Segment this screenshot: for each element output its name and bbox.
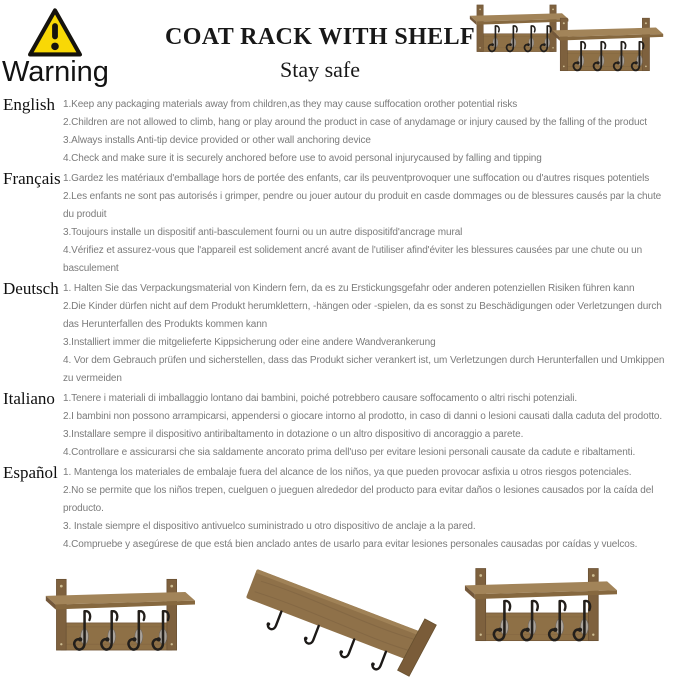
warning-sections (3, 96, 676, 556)
warning-item: 1.Keep any packaging materials away from children,as they may cause suffocation orother potential risks (63, 99, 518, 110)
coat-rack-pair-image (464, 1, 678, 101)
warning-item: 4.Check and make sure it is securely anchored before use to avoid personal injurycaused by falling and tipping (63, 153, 542, 164)
coat-rack-front-image (459, 564, 617, 658)
section-items (63, 464, 673, 554)
language-label: Français (3, 169, 61, 188)
language-label: Italiano (3, 389, 55, 408)
warning-item: 2.No se permite que los niños trepen, cuelguen o jueguen alrededor del producto para evitar daños o lesiones causados por la caída del producto. (63, 485, 654, 514)
warning-item: 4.Compruebe y asegúrese de que está bien anclado antes de usarlo para evitar lesiones personales causadas por caídas y vuelcos. (63, 539, 638, 550)
warning-item: 2.Die Kinder dürfen nicht auf dem Produkt herumklettern, -hängen oder -spielen, da es sonst zu Beschädigungen oder Verletzungen durch das Herunterfallen des Produkts kommen kann (63, 301, 662, 330)
coat-rack-front-image (40, 575, 195, 667)
section-deutsch (3, 280, 676, 388)
warning-item: 2.Children are not allowed to climb, hang or play around the product in case of anydamage or injury caused by the falling of the product (63, 117, 647, 128)
section-items (63, 96, 673, 168)
language-label: English (3, 95, 55, 114)
section-francais (3, 170, 676, 278)
warning-item: 3.Installare sempre il dispositivo antiribaltamento in dotazione o un altro dispositivo di ancoraggio a parete. (63, 429, 524, 440)
title-block (128, 24, 512, 83)
warning-item: 3.Installiert immer die mitgelieferte Kippsicherung oder eine andere Wandverankerung (63, 337, 436, 348)
warning-item: 2.Les enfants ne sont pas autorisés i grimper, pendre ou jouer autour du produit en casde dommages ou de blessures causés par la chute du produit (63, 191, 662, 220)
warning-item: 3. Instale siempre el dispositivo antivuelco suministrado u otro dispositivo de anclaje a la pared. (63, 521, 476, 532)
section-english (3, 96, 676, 168)
warning-triangle-icon (26, 3, 84, 63)
section-espanol (3, 464, 676, 554)
warning-item: 3.Toujours installe un dispositif anti-basculement fourni ou un autre dispositifd'ancrage mural (63, 227, 463, 238)
page-title: COAT RACK WITH SHELF (164, 24, 476, 50)
warning-item: 4. Vor dem Gebrauch prüfen und sicherstellen, dass das Produkt sicher verankert ist, um Verletzungen durch Herunterfallen und Umkippen zu vermeiden (63, 355, 665, 384)
language-label: Deutsch (3, 279, 59, 298)
warning-item: 1.Gardez les matériaux d'emballage hors de portée des enfants, car ils peuventprovoquer une suffocation ou d'autres risques potentiels (63, 173, 650, 184)
warning-item: 3.Always installs Anti-tip device provided or other wall anchoring device (63, 135, 371, 146)
language-label: Español (3, 463, 58, 482)
warning-label: Warning (2, 56, 109, 88)
warning-item: 4.Vérifiez et assurez-vous que l'appareil est solidement ancré avant de l'utiliser afind'éviter les blessures causées par une chute ou un basculement (63, 245, 643, 274)
warning-item: 4.Controllare e assicurarsi che sia saldamente ancorato prima dell'uso per evitare lesioni personali causate da cadute e ribaltamenti. (63, 447, 636, 458)
warning-item: 1. Halten Sie das Verpackungsmaterial von Kindern fern, da es zu Erstickungsgefahr oder anderen potenziellen Risiken führen kann (63, 283, 635, 294)
warning-item: 1.Tenere i materiali di imballaggio lontano dai bambini, poiché potrebbero causare soffocamento o altri rischi potenziali. (63, 393, 578, 404)
section-items (63, 170, 673, 278)
section-items (63, 390, 673, 462)
warning-item: 2.I bambini non possono arrampicarsi, appendersi o giocare intorno al prodotto, in caso di danni o lesioni causati dalla caduta del prodotto. (63, 411, 663, 422)
page-subtitle: Stay safe (279, 57, 361, 82)
section-italiano (3, 390, 676, 462)
coat-rack-angled-image (237, 567, 445, 689)
warning-item: 1. Mantenga los materiales de embalaje fuera del alcance de los niños, ya que pueden provocar asfixia u otros riesgos potenciales. (63, 467, 632, 478)
section-items (63, 280, 673, 388)
